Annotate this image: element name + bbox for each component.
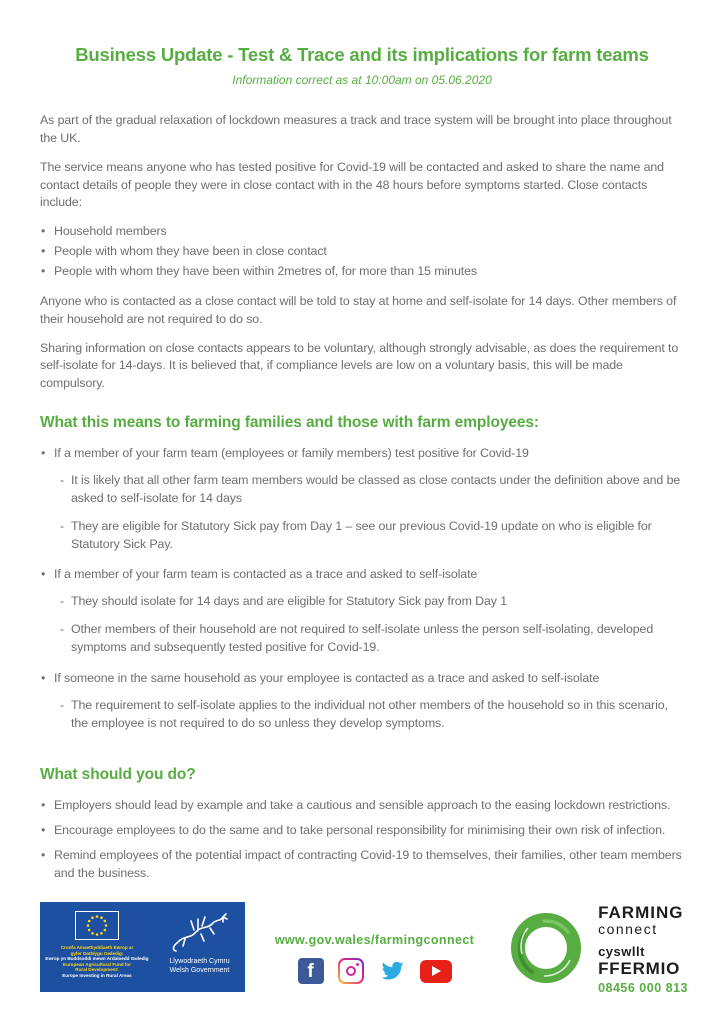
farming-connect-name-cy-1: cyswllt bbox=[598, 944, 645, 959]
list-item: • Remind employees of the potential impact of contracting Covid-19 to themselves, their families, other team members and the business. bbox=[40, 847, 684, 883]
farming-connect-logo bbox=[504, 902, 688, 995]
eu-funding-text bbox=[45, 945, 148, 979]
instagram-icon[interactable] bbox=[338, 958, 364, 984]
social-icons-row bbox=[298, 958, 452, 984]
website-link[interactable]: www.gov.wales/farmingconnect bbox=[274, 933, 475, 947]
sub-list-item: - Other members of their household are not required to self-isolate unless the person self-isolating, developed symptoms and subsequently tested positive for Covid-19. bbox=[59, 621, 684, 657]
farming-families-list bbox=[40, 445, 684, 732]
welsh-government-text bbox=[169, 958, 229, 975]
list-item-text: If a member of your farm team is contacted as a trace and asked to self-isolate bbox=[54, 567, 478, 582]
list-item: • Household members bbox=[40, 223, 684, 241]
twitter-bird bbox=[378, 959, 406, 983]
farming-connect-swirl-icon bbox=[504, 902, 588, 994]
list-item bbox=[40, 445, 684, 553]
list-item-text: If someone in the same household as your employee is contacted as a trace and asked to self-isolate bbox=[54, 670, 600, 685]
farming-connect-name-cy-2: FFERMIO bbox=[598, 959, 681, 978]
intro-paragraph-1: As part of the gradual relaxation of lockdown measures a track and trace system will be brought into place throughout the UK. bbox=[40, 113, 672, 145]
list-item bbox=[40, 670, 684, 733]
sub-list bbox=[59, 697, 684, 733]
eu-text-line: Cronfa Amaethyddiaeth Ewrop ar bbox=[60, 945, 134, 950]
sub-list bbox=[59, 472, 684, 553]
sub-list-item: - The requirement to self-isolate applies to the individual not other members of the household so in this scenario, the employee is not required to do so unless they develop symptoms. bbox=[59, 697, 684, 733]
intro-paragraph-3: Anyone who is contacted as a close contact will be told to stay at home and self-isolate for 14 days. Other members of their household are not required to do so. bbox=[40, 293, 677, 326]
list-item: • Employers should lead by example and take a cautious and sensible approach to the easing lockdown restrictions. bbox=[40, 797, 684, 815]
document-body bbox=[0, 87, 724, 883]
welsh-government-english: Welsh Government bbox=[169, 966, 230, 974]
eu-text-line: gyfer Datblygu Gwledig: bbox=[70, 950, 124, 956]
footer-center bbox=[245, 902, 504, 984]
list-item-text: If a member of your farm team (employees or family members) test positive for Covid-19 bbox=[54, 446, 529, 461]
welsh-government-logo bbox=[154, 902, 245, 992]
eu-text-line: European Agricultural Fund for bbox=[63, 961, 131, 967]
welsh-dragon-icon bbox=[168, 909, 232, 955]
sub-list bbox=[59, 593, 684, 657]
list-item: • People with whom they have been in close contact bbox=[40, 243, 684, 261]
eu-welsh-gov-logo-block bbox=[40, 902, 245, 992]
welsh-government-welsh: Llywodraeth Cymru bbox=[169, 958, 230, 965]
list-item bbox=[40, 566, 684, 656]
eu-text-line: Rural Development: bbox=[75, 967, 119, 973]
page-title: Business Update - Test & Trace and its implications for farm teams bbox=[75, 44, 649, 65]
eu-text-line: Europe Investing in Rural Areas bbox=[62, 972, 132, 978]
page-subtitle: Information correct as at 10:00am on 05.06.2020 bbox=[232, 73, 492, 87]
intro-paragraph-2: The service means anyone who has tested positive for Covid-19 will be contacted and asked to share the name and contact details of people they were in close contact with in the 48 hours before symptoms started. Close contacts include: bbox=[40, 159, 664, 210]
close-contacts-list bbox=[40, 223, 684, 281]
instagram-camera bbox=[340, 960, 362, 982]
sub-list-item: - They are eligible for Statutory Sick pay from Day 1 – see our previous Covid-19 update on who is eligible for Statutory Sick Pay. bbox=[59, 518, 684, 554]
farming-connect-text bbox=[598, 904, 688, 995]
instagram-lens bbox=[346, 966, 356, 976]
list-item: • Encourage employees to do the same and to take personal responsibility for minimising their own risk of infection. bbox=[40, 822, 684, 840]
instagram-flash-dot bbox=[356, 963, 359, 966]
eu-funding-logo bbox=[40, 902, 154, 992]
section-heading-what-should-you-do: What should you do? bbox=[40, 766, 196, 784]
facebook-icon[interactable]: f bbox=[298, 958, 324, 984]
sub-list-item: - It is likely that all other farm team members would be classed as close contacts under the definition above and be asked to self-isolate for 14 days bbox=[59, 472, 684, 508]
youtube-icon[interactable] bbox=[420, 960, 452, 983]
footer bbox=[40, 902, 688, 995]
farming-connect-name-en-1: FARMING bbox=[598, 903, 684, 922]
youtube-play-triangle bbox=[432, 966, 441, 976]
list-item: • People with whom they have been within 2metres of, for more than 15 minutes bbox=[40, 263, 684, 281]
actions-list bbox=[40, 797, 684, 882]
farming-connect-phone[interactable]: 08456 000 813 bbox=[598, 981, 688, 995]
eu-flag-icon bbox=[75, 911, 119, 940]
twitter-icon[interactable] bbox=[378, 958, 406, 984]
intro-paragraph-4: Sharing information on close contacts appears to be voluntary, although strongly advisable, as does the requirement to self-isolate for 14-days. It is believed that, if compliance levels are low on a voluntary basis, this will be made compulsory. bbox=[40, 340, 679, 391]
section-heading-farming-families: What this means to farming families and those with farm employees: bbox=[40, 414, 539, 432]
sub-list-item: - They should isolate for 14 days and are eligible for Statutory Sick pay from Day 1 bbox=[59, 593, 684, 611]
farming-connect-name-en-2: connect bbox=[598, 921, 658, 937]
eu-text-line: Ewrop yn Buddsoddi mewn Ardaloedd Gwledig bbox=[45, 956, 149, 962]
